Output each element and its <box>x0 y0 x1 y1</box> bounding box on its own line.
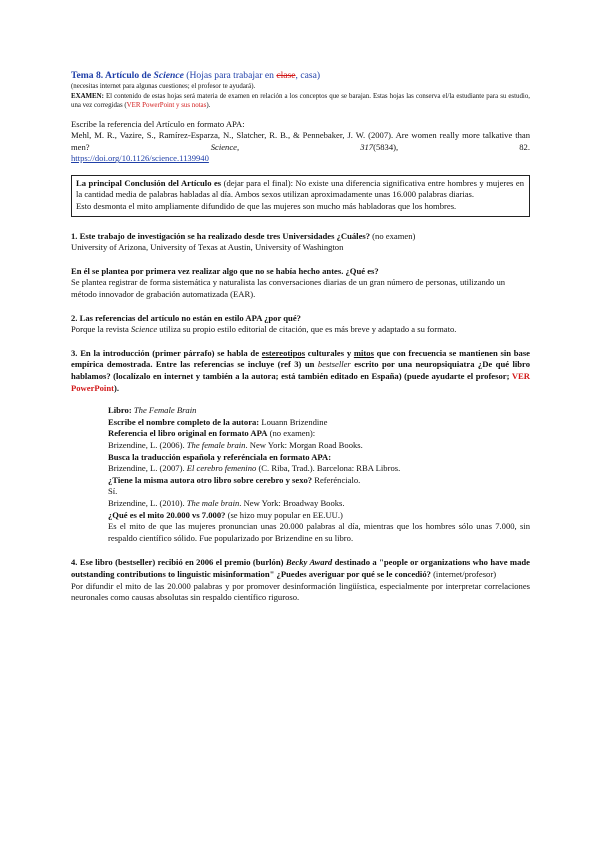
original-ref-label: Referencia el libro original en formato APA <box>108 428 268 439</box>
original-ref-title: The female brain <box>186 439 246 450</box>
translation-title: El cerebro femenino <box>186 463 257 474</box>
question-2-answer-journal: Science <box>130 324 158 335</box>
author-answer: Louann Brizendine <box>259 416 328 427</box>
title-prefix: Tema 8. Artículo de <box>71 70 154 81</box>
other-book-label: ¿Tiene la misma autora otro libro sobre cerebro y sexo? <box>108 474 313 485</box>
question-2-answer-post: utiliza su propio estilo editorial de citación, que es más breve y adaptado a su formato. <box>157 324 457 335</box>
other-book-note: Referéncialo. <box>312 474 361 485</box>
doi-link[interactable]: https://doi.org/10.1126/science.1139940 <box>71 153 209 164</box>
question-1b <box>71 266 530 301</box>
title-paren-close: , casa) <box>295 70 321 81</box>
exam-close: ). <box>206 102 211 109</box>
title-strikethrough: clase <box>276 70 296 81</box>
book-label: Libro: <box>108 405 132 416</box>
question-1-answer: University of Arizona, University of Texas at Austin, University of Washington <box>71 242 344 253</box>
q4-award: Becky Award <box>285 557 333 568</box>
book-title: The Female Brain <box>131 405 197 416</box>
header-note: (necesitas internet para algunas cuestiones; el profesor te ayudará). <box>71 83 256 90</box>
question-2-prompt <box>71 313 530 325</box>
other-book-yes: Sí. <box>108 486 118 497</box>
author-line <box>108 417 530 429</box>
reference-volume: 317 <box>360 141 374 152</box>
question-1b-bold: En él se plantea por primera vez realizar algo que no se había hecho antes. ¿Qué es? <box>71 265 379 276</box>
question-3 <box>71 348 530 394</box>
translation-pre: Brizendine, L. (2007). <box>108 463 187 474</box>
original-ref-answer <box>108 440 530 452</box>
question-2-answer-pre: Porque la revista <box>71 324 131 335</box>
other-book-answer <box>108 498 530 510</box>
reference-authors: Mehl, M. R., Vazire, S., Ramírez-Esparza, N., Slatcher, R. B., & Pennebaker, J. W. (2007). Are women really more talkative than men? <box>71 130 530 152</box>
translation-label: Busca la traducción española y referénciala en formato APA: <box>108 451 332 462</box>
myth-question <box>108 510 530 522</box>
other-book-title: The male brain <box>186 497 240 508</box>
original-ref-note: (no examen): <box>267 428 316 439</box>
q4-part1: 4. Ese libro (bestseller) recibió en 2006 el premio (burlón) <box>71 557 286 568</box>
question-1-prompt: 1. Este trabajo de investigación se ha realizado desde tres Universidades ¿Cuáles? <box>71 230 371 241</box>
q3-part1: 3. En la introducción (primer párrafo) se habla de <box>71 347 262 358</box>
question-2 <box>71 313 530 336</box>
exam-note <box>71 92 530 111</box>
original-ref-pre: Brizendine, L. (2006). <box>108 439 187 450</box>
question-1b-prompt <box>71 266 530 278</box>
conclusion-label: La principal Conclusión del Artículo es <box>76 177 222 188</box>
conclusion-hint: (dejar para el final): <box>221 177 294 188</box>
reference-pages: (5834), 82. <box>373 141 530 152</box>
conclusion-box <box>71 175 530 217</box>
exam-label: EXAMEN: <box>71 92 104 100</box>
conclusion-text-2: Esto desmonta el mito ampliamente difundido de que las mujeres son mucho más habladoras que los hombres. <box>76 201 457 212</box>
title-journal: Science <box>153 70 184 81</box>
original-ref-question <box>108 428 530 440</box>
translation-question <box>108 452 530 464</box>
exam-powerpoint-note: VER PowerPoint y sus notas <box>126 102 207 109</box>
q3-part5: ). <box>113 382 119 393</box>
question-4-prompt <box>71 557 530 580</box>
reference-prompt: Escribe la referencia del Artículo en formato APA: <box>71 118 245 129</box>
q3-powerpoint: VER PowerPoint <box>71 371 530 393</box>
myth-note: (se hizo muy popular en EE.UU.) <box>225 509 343 520</box>
question-1b-answer: Se plantea registrar de forma sistemática y naturalista las conversaciones diarias de un gran número de personas, utilizando un método innovador de grabación automatizada (EAR). <box>71 277 506 300</box>
q3-part4: escrito por una neuropsiquiatra ¿De qué libro hablamos? (localízalo en internet y también a la autora; está también editado en España) (puede ayudarte el profesor; <box>71 359 530 381</box>
question-4-answer: Por difundir el mito de las 20.000 palabras y por promover desinformación lingüística, especialmente por interpretar correlaciones neuronales como causas absolutas sin respaldo científico riguroso. <box>71 580 530 603</box>
q3-bestseller: bestseller <box>317 359 351 370</box>
original-ref-post: . New York: Morgan Road Books. <box>245 439 363 450</box>
q4-part2: destinado a "people or organizations who have made outstanding contributions to linguistic misinformation" ¿Puedes averiguar por qué se le concedió? <box>71 557 530 579</box>
question-1 <box>71 231 530 254</box>
q3-stereotypes: estereotipos <box>261 347 306 358</box>
reference-journal: Science, <box>210 141 240 152</box>
q3-part3: que con frecuencia se mantienen sin base empírica demostrada. Entre las referencias se incluye (ref 3) un <box>71 347 530 370</box>
question-2-bold: 2. Las referencias del artículo no están en estilo APA ¿por qué? <box>71 312 301 323</box>
book-title-line <box>108 405 530 417</box>
myth-answer: Es el mito de que las mujeres pronuncian unas 20.000 palabras al día, mientras que los hombres sólo unas 7.000, sin respaldo científico sólido. Fue popularizado por Brizendine en su libro. <box>108 521 530 543</box>
other-book-pre: Brizendine, L. (2010). <box>108 497 187 508</box>
question-3-prompt <box>71 348 530 394</box>
question-2-answer <box>71 324 530 336</box>
question-1-text <box>71 231 530 243</box>
reference-text <box>71 130 530 153</box>
conclusion-answer: No existe una diferencia significativa entre hombres y mujeres en la cantidad media de palabras habladas al día. Ambos sexos utilizan aproximadamente unas 16.000 palabras diarias. <box>76 177 524 200</box>
book-answers <box>108 405 530 544</box>
conclusion-text <box>76 178 524 201</box>
q4-note: (internet/profesor) <box>430 568 497 579</box>
question-4 <box>71 557 530 603</box>
other-book-post: . New York: Broadway Books. <box>239 497 345 508</box>
page-title <box>71 70 530 82</box>
translation-answer <box>108 463 530 475</box>
q3-myths: mitos <box>353 347 374 358</box>
author-question: Escribe el nombre completo de la autora: <box>108 416 260 427</box>
other-book-question <box>108 475 530 487</box>
translation-post: (C. Riba, Trad.). Barcelona: RBA Libros. <box>256 463 401 474</box>
question-1-note: (no examen) <box>370 230 416 241</box>
myth-label: ¿Qué es el mito 20.000 vs 7.000? <box>108 509 226 520</box>
document-content <box>71 70 530 604</box>
q3-part2: culturales y <box>305 347 354 358</box>
title-paren-open: (Hojas para trabajar en <box>183 70 277 81</box>
exam-text: El contenido de estas hojas será materia de examen en relación a los conceptos que se barajan. Estas hojas las conserva el/la estudiante para su estudio, una vez corregidas ( <box>71 92 530 109</box>
